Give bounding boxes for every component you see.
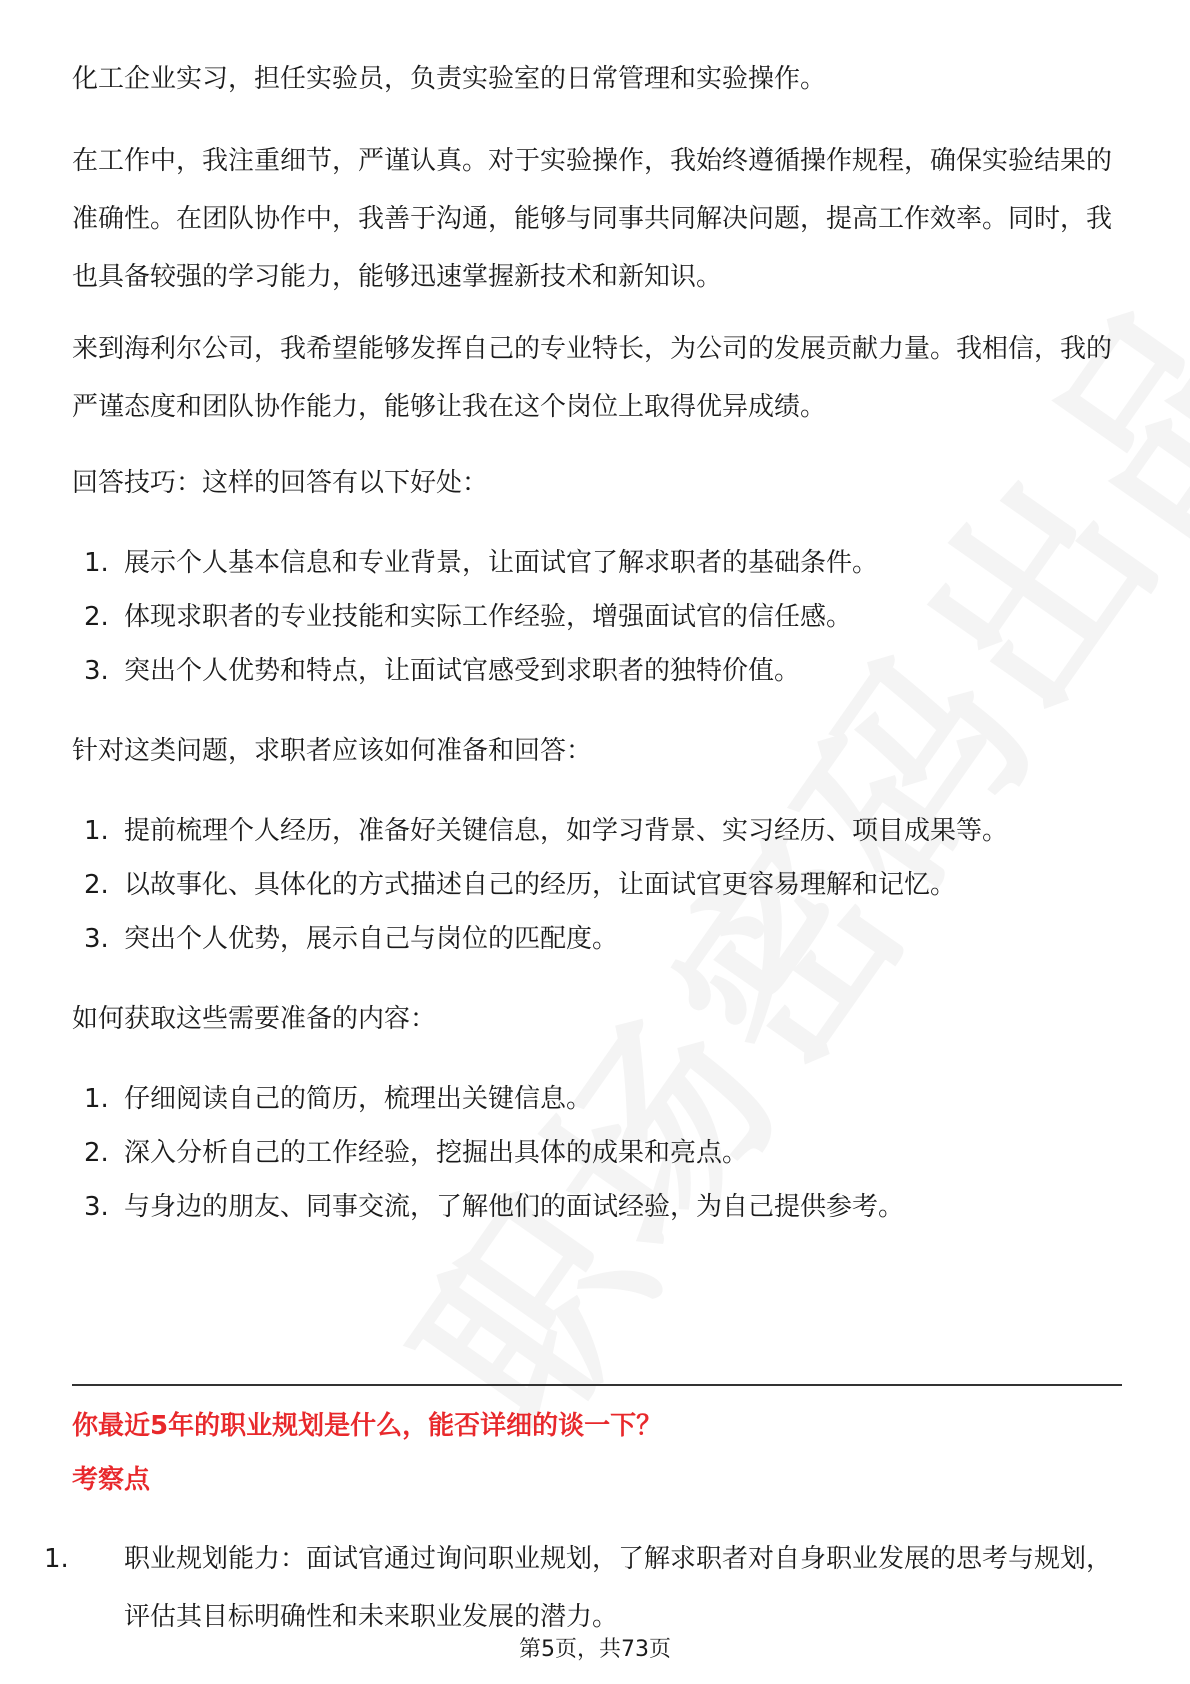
question-title: 你最近5年的职业规划是什么，能否详细的谈一下？ bbox=[72, 1411, 663, 1441]
list-item: 3. 突出个人优势和特点，让面试官感受到求职者的独特价值。 bbox=[84, 656, 801, 686]
list-item: 1. 展示个人基本信息和专业背景，让面试官了解求职者的基础条件。 bbox=[84, 548, 879, 578]
page-footer: 第5页，共73页 bbox=[519, 1637, 671, 1662]
list-item: 1. 仔细阅读自己的简历，梳理出关键信息。 bbox=[84, 1084, 593, 1114]
list-item: 2. 体现求职者的专业技能和实际工作经验，增强面试官的信任感。 bbox=[84, 602, 853, 632]
section-label: 考察点 bbox=[72, 1465, 151, 1495]
paragraph-internship: 化工企业实习，担任实验员，负责实验室的日常管理和实验操作。 bbox=[72, 64, 827, 94]
paragraph-how-to-prepare: 针对这类问题，求职者应该如何准备和回答： bbox=[72, 736, 593, 766]
paragraph-answer-tips: 回答技巧：这样的回答有以下好处： bbox=[72, 468, 489, 498]
paragraph-how-to-obtain: 如何获取这些需要准备的内容： bbox=[72, 1004, 437, 1034]
paragraph-company-motivation: 来到海利尔公司，我希望能够发挥自己的专业特长，为公司的发展贡献力量。我相信，我的严谨态度和团队协作能力，能够让我在这个岗位上取得优异成绩。 bbox=[72, 334, 1113, 422]
list-item: 1. 职业规划能力：面试官通过询问职业规划，了解求职者对自身职业发展的思考与规划，评估其目标明确性和未来职业发展的潜力。 bbox=[44, 1544, 1113, 1632]
list-item: 2. 以故事化、具体化的方式描述自己的经历，让面试官更容易理解和记忆。 bbox=[84, 870, 957, 900]
list-item: 3. 突出个人优势，展示自己与岗位的匹配度。 bbox=[84, 924, 619, 954]
list-item: 3. 与身边的朋友、同事交流，了解他们的面试经验，为自己提供参考。 bbox=[84, 1192, 905, 1222]
section-divider bbox=[72, 1384, 1122, 1386]
list-item: 1. 提前梳理个人经历，准备好关键信息，如学习背景、实习经历、项目成果等。 bbox=[84, 816, 1009, 846]
paragraph-work-style: 在工作中，我注重细节，严谨认真。对于实验操作，我始终遵循操作规程，确保实验结果的准确性。在团队协作中，我善于沟通，能够与同事共同解决问题，提高工作效率。同时，我也具备较强的学习能力，能够迅速掌握新技术和新知识。 bbox=[72, 146, 1113, 292]
list-item: 2. 深入分析自己的工作经验，挖掘出具体的成果和亮点。 bbox=[84, 1138, 749, 1168]
